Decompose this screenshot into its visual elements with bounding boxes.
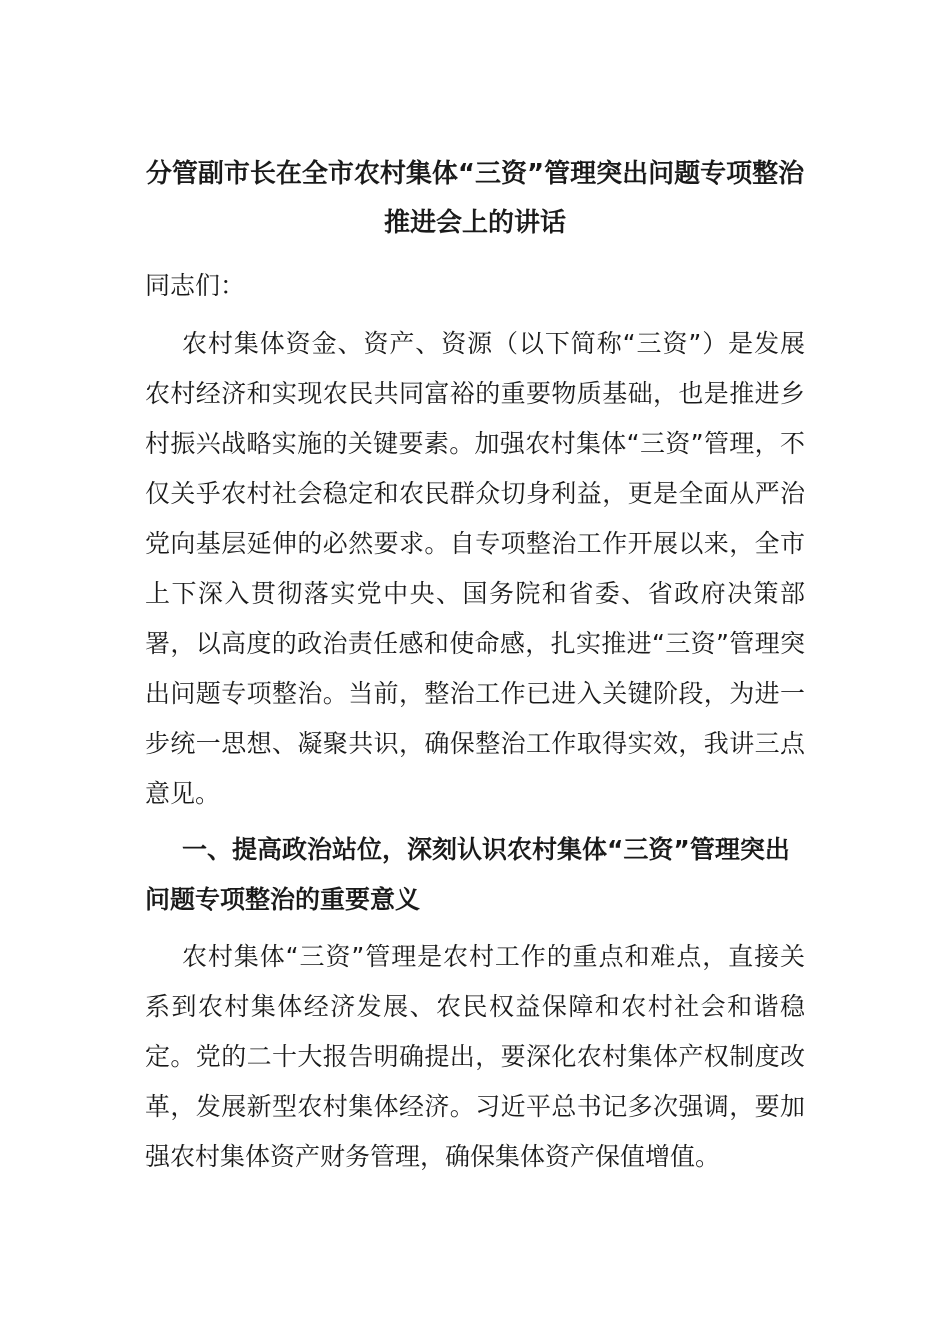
document-title: 分管副市长在全市农村集体“三资”管理突出问题专项整治推进会上的讲话 [145, 159, 805, 238]
body-paragraph-2: 农村集体“三资”管理是农村工作的重点和难点，直接关系到农村集体经济发展、农民权益保障和农村社会和谐稳定。党的二十大报告明确提出，要深化农村集体产权制度改革，发展新型农村集体经济。习近平总书记多次强调，要加强农村集体资产财务管理，确保集体资产保值增值。 [145, 942, 805, 1171]
section-heading-1: 一、提高政治站位，深刻认识农村集体“三资”管理突出问题专项整治的重要意义 [145, 835, 790, 914]
body-paragraph-1: 农村集体资金、资产、资源（以下简称“三资”）是发展农村经济和实现农民共同富裕的重要物质基础，也是推进乡村振兴战略实施的关键要素。加强农村集体“三资”管理，不仅关乎农村社会稳定和农民群众切身利益，更是全面从严治党向基层延伸的必然要求。自专项整治工作开展以来，全市上下深入贯彻落实党中央、国务院和省委、省政府决策部署，以高度的政治责任感和使命感，扎实推进“三资”管理突出问题专项整治。当前，整治工作已进入关键阶段，为进一步统一思想、凝聚共识，确保整治工作取得实效，我讲三点意见。 [145, 329, 805, 808]
salutation: 同志们： [145, 271, 246, 300]
